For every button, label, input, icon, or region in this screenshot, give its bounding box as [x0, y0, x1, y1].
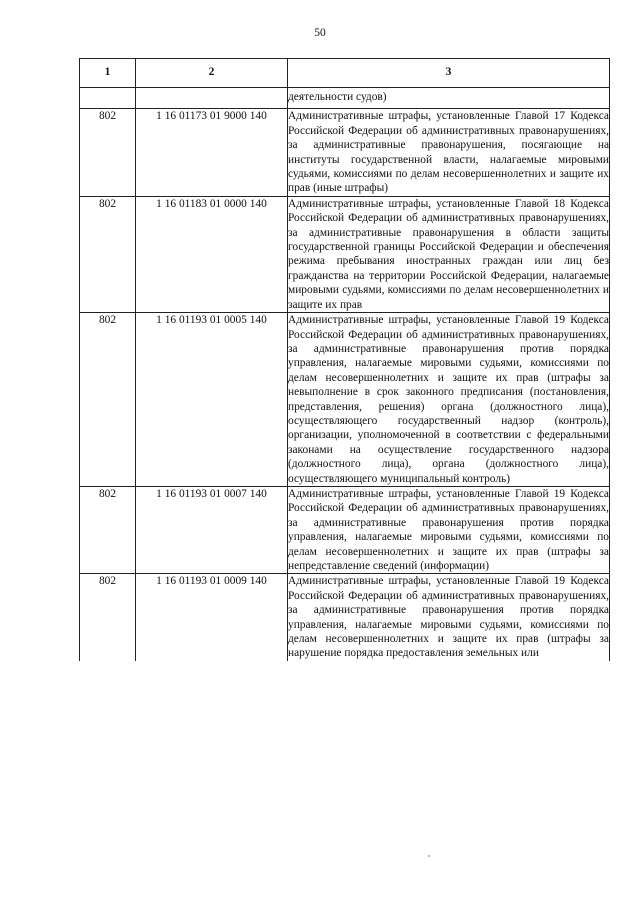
budget-classification-code: 1 16 01193 01 0005 140 — [136, 313, 288, 487]
income-description: Административные штрафы, установленные Главой 19 Кодекса Российской Федерации об административных правонарушениях, за административные правонарушения против порядка управления, налагаемые мировыми судьями, комиссиями по делам несовершеннолетних и защите их прав (штрафы за нарушение порядка предоставления земельных или — [288, 575, 609, 660]
income-description: Административные штрафы, установленные Главой 17 Кодекса Российской Федерации об административных правонарушениях, за административные правонарушения, посягающие на институты государственной власти, налагаемые мировыми судьями, комиссиями по делам несовершеннолетних и защите их прав (иные штрафы) — [288, 110, 609, 195]
admin-code: 802 — [80, 196, 136, 312]
table-row — [80, 574, 610, 661]
income-description: Административные штрафы, установленные Главой 18 Кодекса Российской Федерации об административных правонарушениях, за административные правонарушения в области защиты государственной границы Российской Федерации и обеспечения режима пребывания иностранных граждан или лиц без гражданства на территории Российской Федерации, налагаемые мировыми судьями, комиссиями по делам несовершеннолетних и защите их прав — [288, 197, 609, 311]
budget-classification-code: 1 16 01173 01 9000 140 — [136, 109, 288, 196]
budget-codes-table — [79, 58, 610, 661]
budget-classification-code: 1 16 01193 01 0009 140 — [136, 574, 288, 661]
table-row — [80, 196, 610, 312]
budget-classification-code: 1 16 01193 01 0007 140 — [136, 486, 288, 573]
admin-code: 802 — [80, 486, 136, 573]
admin-code: 802 — [80, 574, 136, 661]
table-row — [80, 486, 610, 573]
page-number: 50 — [314, 27, 326, 39]
column-header-1: 1 — [80, 59, 136, 88]
income-description: Административные штрафы, установленные Главой 19 Кодекса Российской Федерации об административных правонарушениях, за административные правонарушения против порядка управления, налагаемые мировыми судьями, комиссиями по делам несовершеннолетних и защите их прав (штрафы за невыполнение в срок законного предписания (постановления, представления, решения) органа (должностного лица), осуществляющего государственный надзор (контроль), организации, уполномоченной в соответствии с федеральными законами на осуществление государственного надзора (должностного лица), органа (должностного лица), осуществляющего муниципальный контроль) — [288, 314, 609, 485]
continuation-row — [80, 88, 610, 109]
income-description: Административные штрафы, установленные Главой 19 Кодекса Российской Федерации об административных правонарушениях, за административные правонарушения против порядка управления, налагаемые мировыми судьями, комиссиями по делам несовершеннолетних и защите их прав (штрафы за непредставление сведений (информации) — [288, 487, 609, 572]
table-header-row — [80, 59, 610, 88]
budget-classification-code: 1 16 01183 01 0000 140 — [136, 196, 288, 312]
table-row — [80, 109, 610, 196]
empty-cell — [80, 88, 136, 109]
scan-speck — [428, 855, 430, 857]
column-header-3: 3 — [288, 59, 610, 88]
continuation-text: деятельности судов) — [288, 88, 610, 109]
table-row — [80, 313, 610, 487]
column-header-2: 2 — [136, 59, 288, 88]
admin-code: 802 — [80, 109, 136, 196]
empty-cell — [136, 88, 288, 109]
admin-code: 802 — [80, 313, 136, 487]
